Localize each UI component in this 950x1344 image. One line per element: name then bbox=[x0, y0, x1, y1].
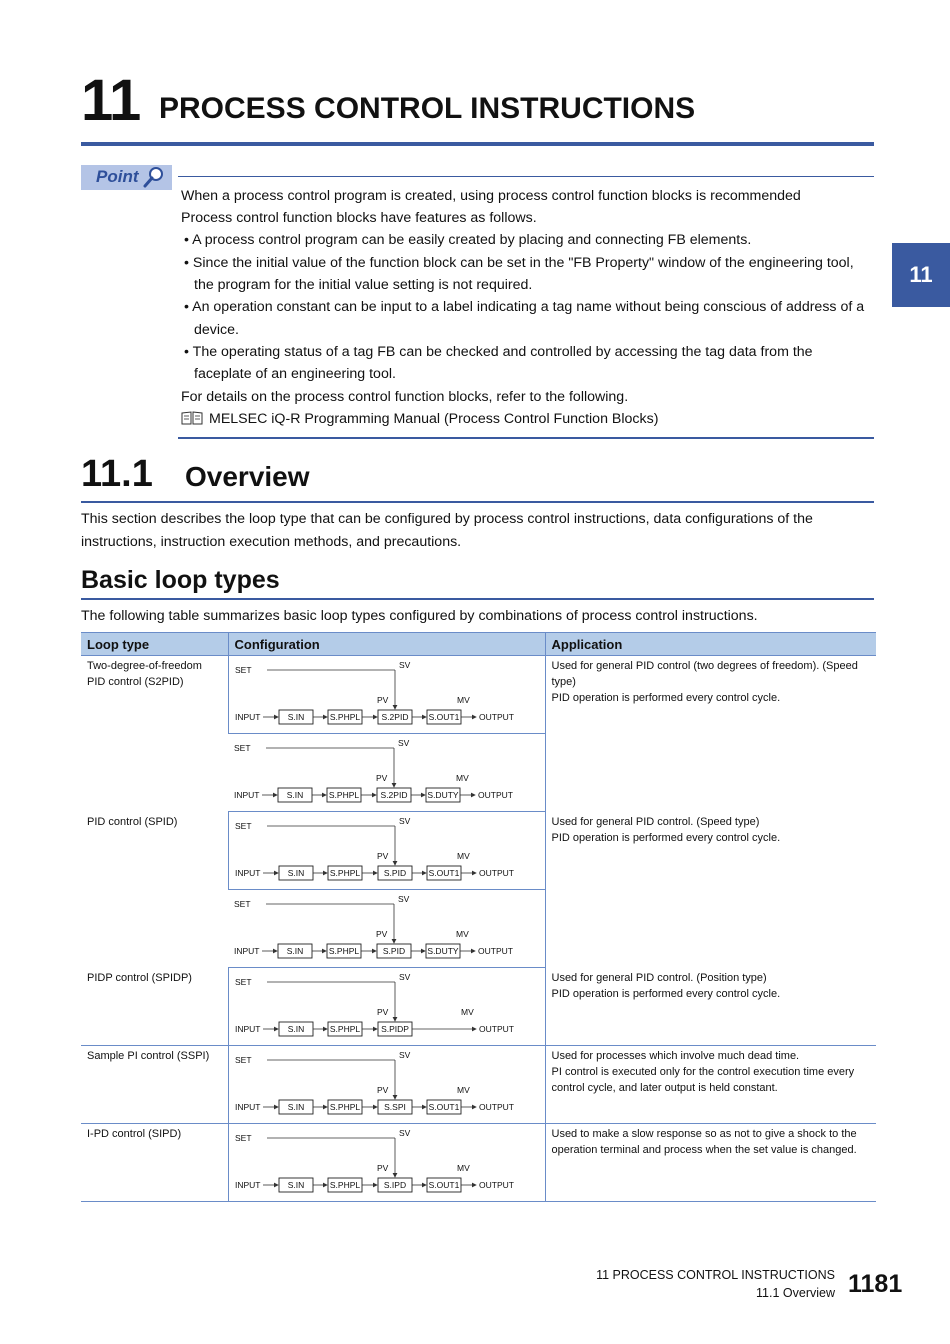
configuration-cell bbox=[228, 734, 545, 812]
column-header: Application bbox=[545, 633, 876, 656]
loop-type-cell bbox=[81, 1046, 228, 1124]
loop-type-cell bbox=[81, 968, 228, 1046]
input-label: INPUT bbox=[234, 868, 260, 878]
mv-label: MV bbox=[456, 695, 470, 705]
point-line: When a process control program is created, using process control function blocks is recommended bbox=[181, 188, 801, 204]
pv-label: PV bbox=[376, 1085, 388, 1095]
function-block-label: S.PHPL bbox=[328, 790, 360, 800]
function-block-label: S.IN bbox=[287, 712, 304, 722]
function-block-label: S.PHPL bbox=[329, 712, 360, 722]
input-label: INPUT bbox=[234, 1024, 260, 1034]
mv-label: MV bbox=[460, 1007, 474, 1017]
function-block-label: S.PHPL bbox=[329, 1180, 360, 1190]
point-badge-label: Point bbox=[96, 167, 139, 186]
subsection-title: Basic loop types bbox=[81, 566, 280, 594]
function-block-label: S.OUT1 bbox=[428, 868, 459, 878]
point-bullet: • An operation constant can be input to a label indicating a tag name without being conscious of address of a bbox=[184, 299, 865, 315]
output-label: OUTPUT bbox=[478, 712, 514, 722]
set-label: SET bbox=[234, 899, 251, 909]
pv-label: PV bbox=[376, 695, 388, 705]
application-text: PI control is executed only for the control execution time every bbox=[551, 1066, 855, 1078]
pv-label: PV bbox=[376, 773, 388, 783]
configuration-cell bbox=[228, 812, 545, 890]
loop-type-cell bbox=[81, 656, 228, 812]
loop-diagram bbox=[228, 734, 544, 811]
set-label: SET bbox=[234, 1055, 252, 1065]
table-header-row bbox=[81, 633, 876, 656]
loop-diagram bbox=[229, 812, 545, 889]
point-bullet: • A process control program can be easily created by placing and connecting FB elements. bbox=[184, 232, 752, 248]
application-text: operation terminal and process when the set value is changed. bbox=[551, 1144, 857, 1156]
configuration-cell bbox=[228, 1046, 545, 1124]
application-text: Used to make a slow response so as not to give a shock to the bbox=[551, 1128, 857, 1140]
loop-diagram bbox=[229, 1046, 545, 1123]
output-label: OUTPUT bbox=[478, 946, 513, 956]
sv-label: SV bbox=[398, 1128, 410, 1138]
loop-diagram bbox=[229, 968, 545, 1045]
application-text: control cycle, and later output is held constant. bbox=[551, 1082, 778, 1094]
mv-label: MV bbox=[456, 1163, 470, 1173]
point-line: For details on the process control function blocks, refer to the following. bbox=[181, 389, 629, 405]
set-label: SET bbox=[234, 743, 251, 753]
application-text: PID operation is performed every control cycle. bbox=[551, 987, 781, 1000]
input-label: INPUT bbox=[234, 1102, 260, 1112]
page-number: 1181 bbox=[848, 1270, 903, 1298]
section-intro: instructions, instruction execution methods, and precautions. bbox=[81, 534, 462, 550]
loop-diagram bbox=[229, 656, 545, 733]
loop-type-text: Two-degree-of-freedom bbox=[87, 660, 202, 672]
application-cell bbox=[545, 656, 876, 812]
sv-label: SV bbox=[398, 738, 410, 748]
set-label: SET bbox=[234, 1133, 252, 1143]
function-block-label: S.DUTY bbox=[427, 946, 459, 956]
application-cell bbox=[545, 812, 876, 968]
section-header bbox=[81, 450, 874, 503]
configuration-cell bbox=[228, 890, 545, 968]
table-row bbox=[81, 1046, 876, 1124]
application-text: Used for processes which involve much dead time. bbox=[551, 1050, 800, 1062]
point-badge bbox=[81, 165, 172, 190]
loop-types-table bbox=[81, 632, 876, 1202]
subsection-header bbox=[81, 563, 874, 600]
function-block-label: S.OUT1 bbox=[428, 1102, 459, 1112]
chapter-header bbox=[81, 70, 874, 146]
chapter-number: 11 bbox=[81, 68, 141, 133]
configuration-cell bbox=[228, 968, 545, 1046]
output-label: OUTPUT bbox=[478, 1102, 514, 1112]
chapter-title: PROCESS CONTROL INSTRUCTIONS bbox=[159, 92, 696, 125]
point-line: the program for the initial value setting is not required. bbox=[194, 277, 533, 293]
loop-type-text: PIDP control (SPIDP) bbox=[87, 971, 192, 984]
footer-section: 11.1 Overview bbox=[756, 1286, 835, 1300]
function-block-label: S.IPD bbox=[383, 1180, 406, 1190]
column-header: Configuration bbox=[228, 633, 545, 656]
function-block-label: S.PID bbox=[383, 868, 406, 878]
point-line: Process control function blocks have features as follows. bbox=[181, 210, 537, 226]
input-label: INPUT bbox=[234, 712, 260, 722]
book-icon bbox=[181, 411, 203, 425]
table-row bbox=[81, 656, 876, 734]
application-text: type) bbox=[551, 676, 576, 688]
application-cell bbox=[545, 968, 876, 1046]
set-label: SET bbox=[234, 977, 252, 987]
set-label: SET bbox=[234, 821, 252, 831]
output-label: OUTPUT bbox=[478, 1024, 514, 1034]
sv-label: SV bbox=[398, 660, 410, 670]
application-cell bbox=[545, 1046, 876, 1124]
output-label: OUTPUT bbox=[478, 868, 514, 878]
function-block-label: S.IN bbox=[287, 1180, 304, 1190]
input-label: INPUT bbox=[234, 1180, 260, 1190]
loop-diagram bbox=[228, 890, 544, 967]
application-text: Used for general PID control. (Speed type) bbox=[551, 815, 760, 828]
function-block-label: S.PIDP bbox=[380, 1024, 409, 1034]
function-block-label: S.PHPL bbox=[328, 946, 360, 956]
output-label: OUTPUT bbox=[478, 790, 513, 800]
input-label: INPUT bbox=[234, 790, 260, 800]
application-text: PID operation is performed every control cycle. bbox=[551, 831, 781, 844]
section-intro: This section describes the loop type that can be configured by process control instructions, data configurations of the bbox=[81, 511, 813, 527]
loop-type-cell bbox=[81, 812, 228, 968]
sv-label: SV bbox=[398, 1050, 410, 1060]
section-title: Overview bbox=[185, 461, 310, 492]
sv-label: SV bbox=[398, 816, 410, 826]
pv-label: PV bbox=[376, 1007, 388, 1017]
footer-chapter: 11 PROCESS CONTROL INSTRUCTIONS bbox=[596, 1268, 835, 1282]
loop-type-text: I-PD control (SIPD) bbox=[87, 1128, 182, 1140]
sv-label: SV bbox=[398, 972, 410, 982]
function-block-label: S.2PID bbox=[380, 790, 408, 800]
loop-diagram bbox=[229, 1124, 545, 1201]
function-block-label: S.PHPL bbox=[329, 868, 360, 878]
function-block-label: S.OUT1 bbox=[428, 1180, 459, 1190]
table-row bbox=[81, 1124, 876, 1202]
loop-type-text: Sample PI control (SSPI) bbox=[87, 1050, 210, 1062]
application-cell bbox=[545, 1124, 876, 1202]
point-box bbox=[178, 176, 874, 439]
function-block-label: S.PHPL bbox=[329, 1102, 360, 1112]
function-block-label: S.OUT1 bbox=[428, 712, 459, 722]
magnifier-icon bbox=[139, 165, 167, 190]
set-label: SET bbox=[234, 665, 252, 675]
table-row bbox=[81, 812, 876, 890]
application-text: PID operation is performed every control cycle. bbox=[551, 692, 781, 704]
mv-label: MV bbox=[456, 929, 469, 939]
function-block-label: S.IN bbox=[286, 946, 304, 956]
manual-reference-text: MELSEC iQ-R Programming Manual (Process Control Function Blocks) bbox=[209, 411, 659, 427]
function-block-label: S.PHPL bbox=[329, 1024, 360, 1034]
section-number: 11.1 bbox=[81, 453, 153, 495]
sv-label: SV bbox=[398, 894, 410, 904]
function-block-label: S.PID bbox=[382, 946, 406, 956]
output-label: OUTPUT bbox=[478, 1180, 514, 1190]
table-row bbox=[81, 968, 876, 1046]
loop-type-cell bbox=[81, 1124, 228, 1202]
application-text: Used for general PID control. (Position type) bbox=[551, 971, 767, 984]
function-block-label: S.SPI bbox=[383, 1102, 406, 1112]
chapter-side-tab[interactable]: 11 bbox=[892, 243, 950, 307]
loop-type-text: PID control (S2PID) bbox=[87, 676, 184, 688]
configuration-cell bbox=[228, 656, 545, 734]
point-bullet: • Since the initial value of the function block can be set in the "FB Property" window of the engineering tool, bbox=[184, 255, 854, 271]
function-block-label: S.IN bbox=[287, 1102, 304, 1112]
subsection-intro: The following table summarizes basic loop types configured by combinations of process control instructions. bbox=[81, 608, 758, 624]
mv-label: MV bbox=[456, 773, 469, 783]
point-bullet: • The operating status of a tag FB can be checked and controlled by accessing the tag data from the bbox=[184, 344, 813, 360]
pv-label: PV bbox=[376, 851, 388, 861]
configuration-cell bbox=[228, 1124, 545, 1202]
function-block-label: S.IN bbox=[286, 790, 304, 800]
application-text: Used for general PID control (two degrees of freedom). (Speed bbox=[551, 660, 858, 672]
pv-label: PV bbox=[376, 929, 388, 939]
column-header: Loop type bbox=[81, 633, 228, 656]
function-block-label: S.DUTY bbox=[427, 790, 459, 800]
function-block-label: S.2PID bbox=[381, 712, 408, 722]
function-block-label: S.IN bbox=[287, 868, 304, 878]
pv-label: PV bbox=[376, 1163, 388, 1173]
point-line: faceplate of an engineering tool. bbox=[194, 366, 396, 382]
manual-reference[interactable] bbox=[181, 410, 658, 428]
mv-label: MV bbox=[456, 1085, 470, 1095]
mv-label: MV bbox=[456, 851, 470, 861]
function-block-label: S.IN bbox=[287, 1024, 304, 1034]
input-label: INPUT bbox=[234, 946, 260, 956]
point-line: device. bbox=[194, 322, 239, 338]
loop-type-text: PID control (SPID) bbox=[87, 815, 178, 828]
